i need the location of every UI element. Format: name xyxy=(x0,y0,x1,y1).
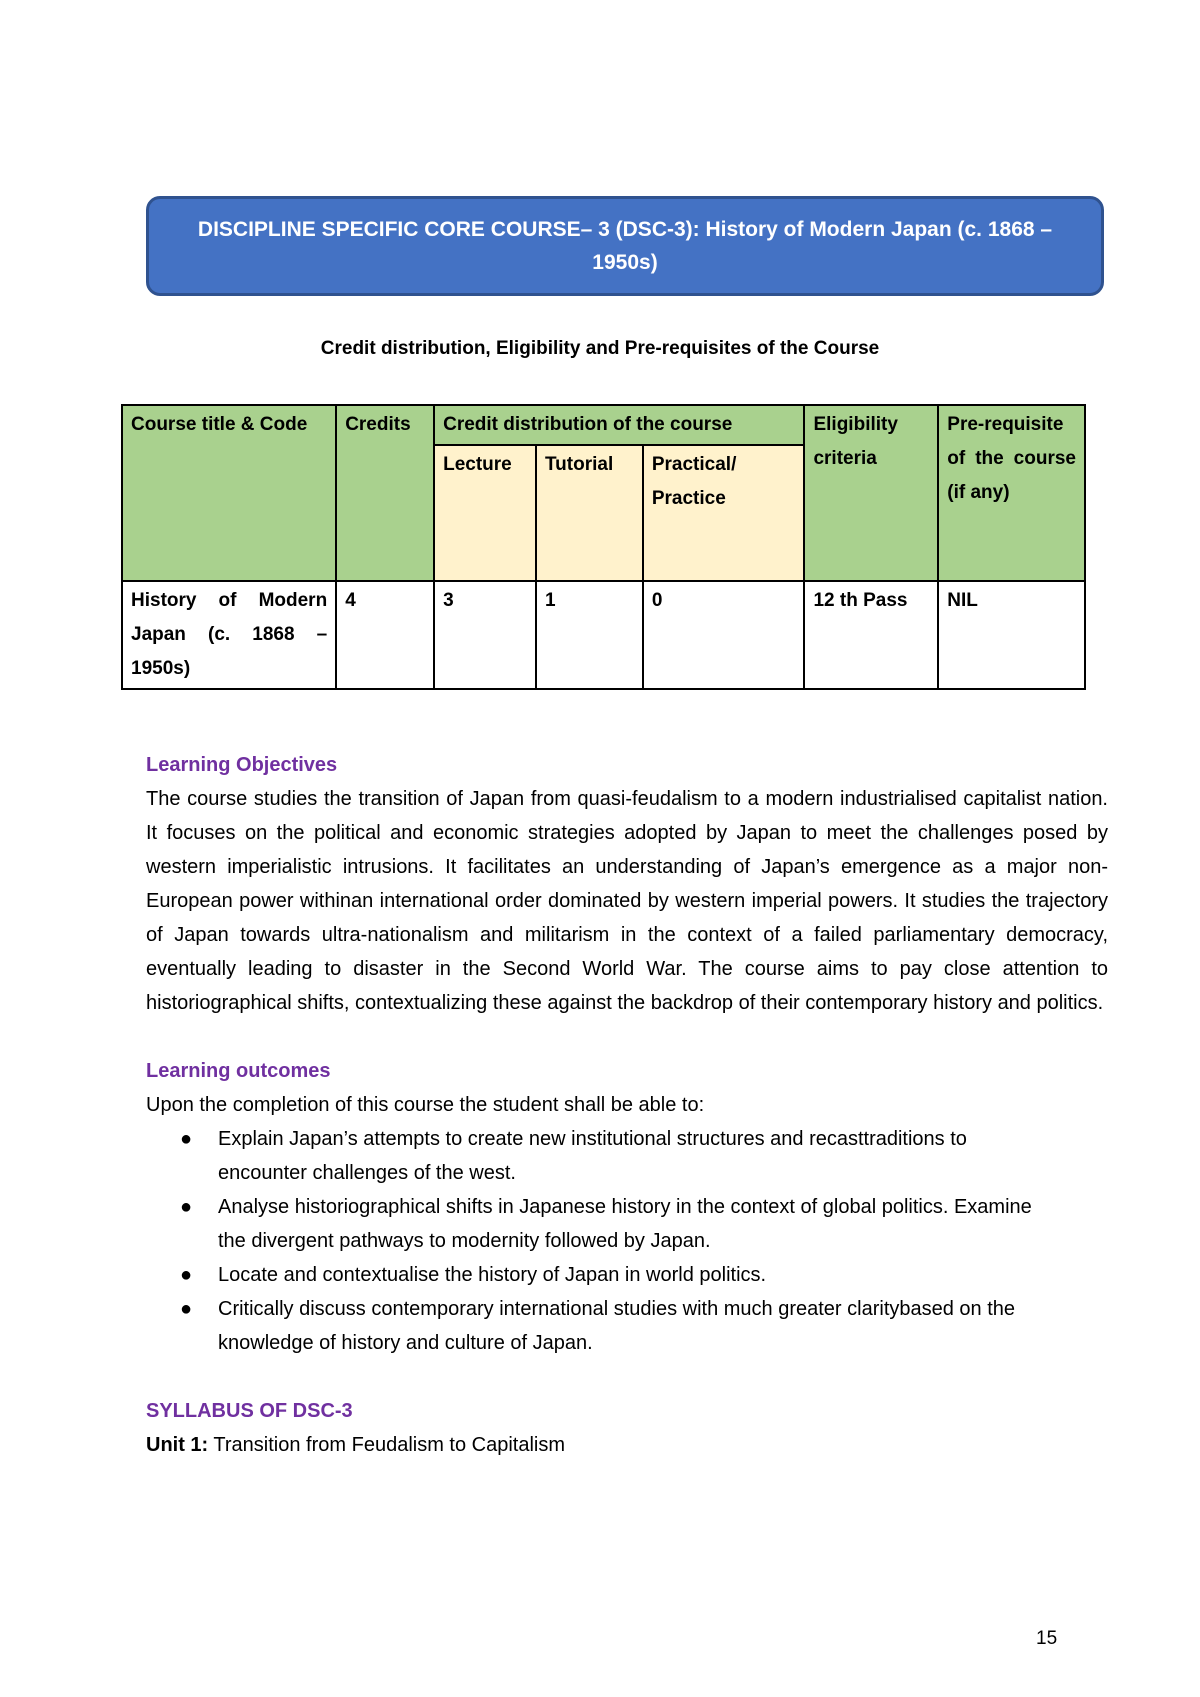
credit-distribution-table xyxy=(121,404,1086,690)
cell-tutorial: 1 xyxy=(536,581,643,689)
list-item: ● Explain Japan’s attempts to create new institutional structures and recasttraditions to encounter challenges of the west. xyxy=(218,1122,1108,1190)
unit-label: Unit 1: xyxy=(146,1434,209,1456)
learning-outcomes-intro: Upon the completion of this course the student shall be able to: xyxy=(146,1094,705,1116)
cell-credits: 4 xyxy=(336,581,434,689)
header-credits: Credits xyxy=(336,405,434,581)
header-course-title: Course title & Code xyxy=(122,405,336,581)
unit-title: Transition from Feudalism to Capitalism xyxy=(213,1434,566,1456)
banner-title: DISCIPLINE SPECIFIC CORE COURSE– 3 (DSC-3): History of Modern Japan (c. 1868 – 1950s) xyxy=(197,218,1053,274)
list-item: ● Locate and contextualise the history of Japan in world politics. xyxy=(218,1258,1108,1292)
header-lecture: Lecture xyxy=(434,445,536,581)
learning-objectives-text: The course studies the transition of Japan from quasi-feudalism to a modern industrialised capitalist nation. It focuses on the political and economic strategies adopted by Japan to meet the challenges posed by western imperialistic intrusions. It facilitates an understanding of Japan’s emergence as a major non-European power withinan international order dominated by western imperial powers. It studies the trajectory of Japan towards ultra-nationalism and militarism in the context of a failed parliamentary democracy, eventually leading to disaster in the Second World War. The course aims to pay close attention to historiographical shifts, contextualizing these against the backdrop of their contemporary history and politics. xyxy=(146,788,1108,1014)
cell-eligibility: 12 th Pass xyxy=(804,581,938,689)
header-practical: Practical/ Practice xyxy=(643,445,805,581)
unit-1-line xyxy=(146,1428,1108,1462)
bullet-icon: ● xyxy=(180,1128,193,1150)
bullet-icon: ● xyxy=(180,1298,193,1320)
header-tutorial: Tutorial xyxy=(536,445,643,581)
header-credit-distribution: Credit distribution of the course xyxy=(434,405,804,445)
cell-course-title: History of Modern Japan (c. 1868 – 1950s) xyxy=(122,581,336,689)
page-number: 15 xyxy=(1036,1628,1058,1649)
cell-practical: 0 xyxy=(643,581,805,689)
learning-outcomes-heading: Learning outcomes xyxy=(146,1060,331,1082)
header-prerequisite: Pre-requisite of the course (if any) xyxy=(938,405,1085,581)
syllabus-heading: SYLLABUS OF DSC-3 xyxy=(146,1400,353,1422)
main-content xyxy=(146,748,1108,1462)
learning-outcomes-list xyxy=(146,1122,1108,1360)
header-eligibility: Eligibility criteria xyxy=(804,405,938,581)
cell-prerequisite: NIL xyxy=(938,581,1085,689)
list-item: ● Analyse historiographical shifts in Japanese history in the context of global politics. Examine the divergent pathways to modernity followed by Japan. xyxy=(218,1190,1108,1258)
list-item: ● Critically discuss contemporary international studies with much greater claritybased on the knowledge of history and culture of Japan. xyxy=(218,1292,1108,1360)
cell-lecture: 3 xyxy=(434,581,536,689)
table-header-row xyxy=(122,405,1085,445)
learning-objectives-heading: Learning Objectives xyxy=(146,754,338,776)
table-caption: Credit distribution, Eligibility and Pre-requisites of the Course xyxy=(320,338,880,359)
table-row xyxy=(122,581,1085,689)
course-title-banner xyxy=(146,196,1104,296)
bullet-icon: ● xyxy=(180,1264,193,1286)
bullet-icon: ● xyxy=(180,1196,193,1218)
